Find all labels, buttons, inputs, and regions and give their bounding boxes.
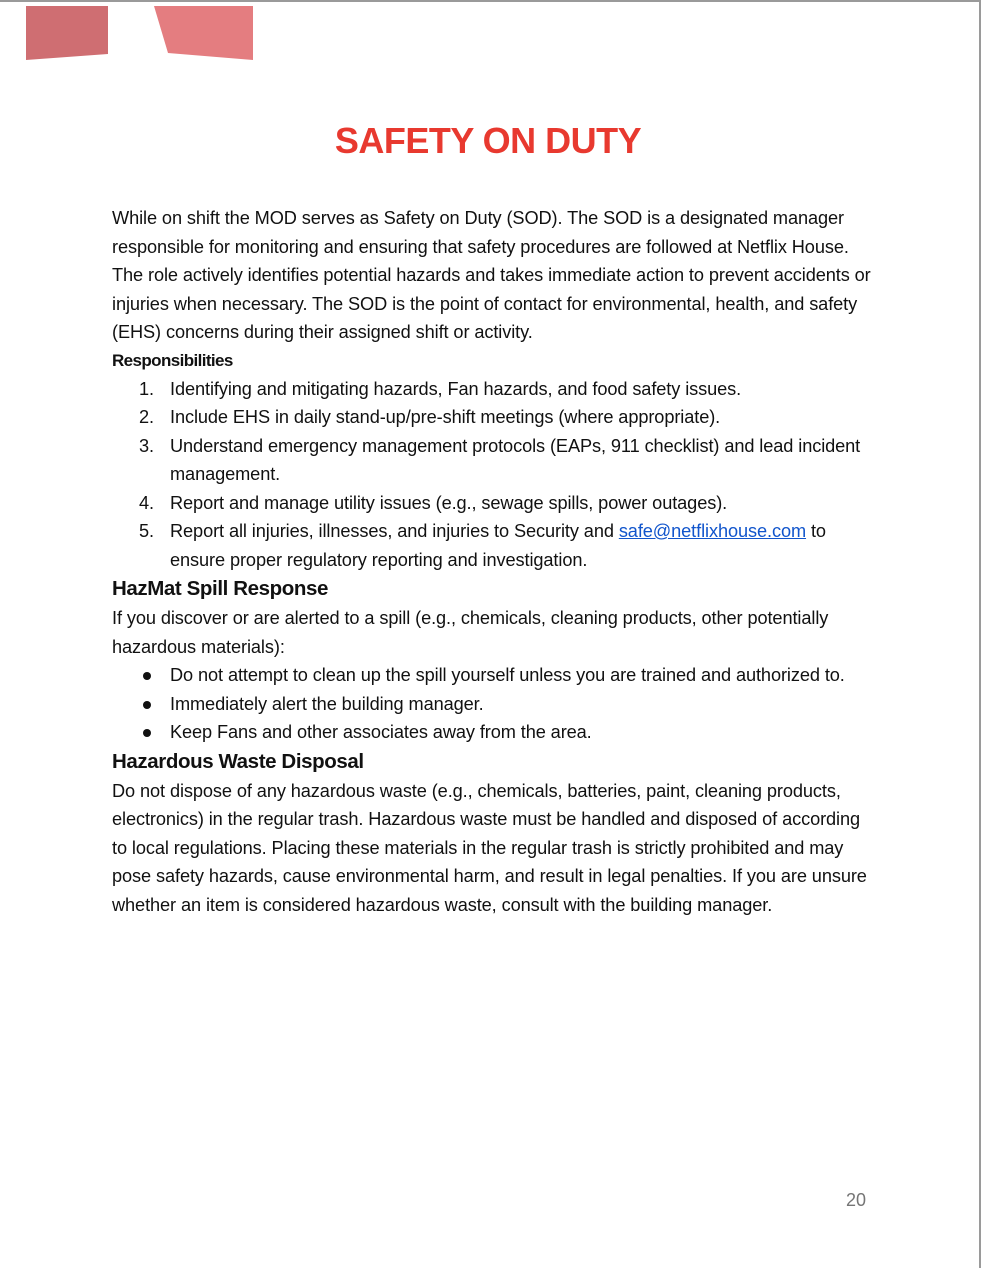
list-item-text: Report and manage utility issues (e.g., sewage spills, power outages). (170, 492, 728, 513)
deco-band-right (154, 6, 253, 60)
header-decoration (0, 2, 260, 64)
list-item-text: Immediately alert the building manager. (170, 693, 484, 714)
list-number: 5. (139, 521, 154, 541)
email-link[interactable]: safe@netflixhouse.com (618, 521, 807, 541)
hazmat-intro: If you discover or are alerted to a spill (e.g., chemicals, cleaning products, other potentially hazardous materials): (112, 608, 829, 657)
list-item (112, 690, 872, 719)
list-item-text: Do not attempt to clean up the spill yourself unless you are trained and authorized to. (170, 665, 845, 685)
list-item-text-end: to ensure proper regulatory reporting and investigation. (170, 521, 826, 570)
list-item (112, 718, 872, 747)
list-item (112, 432, 872, 489)
waste-paragraph: Do not dispose of any hazardous waste (e.g., chemicals, batteries, paint, cleaning products, electronics) in the regular trash. Hazardous waste must be handled and disposed of according to local regulations. Placing these materials in the regular trash is strictly prohibited and may pose safety hazards, cause environmental harm, and result in legal penalties. If you are unsure whether an item is considered hazardous waste, consult with the building manager. (112, 780, 867, 915)
intro-paragraph: While on shift the MOD serves as Safety on Duty (SOD). The SOD is a designated manager responsible for monitoring and ensuring that safety procedures are followed at Netflix House. The role actively identifies potential hazards and takes immediate action to prevent accidents or injuries when necessary. The SOD is the point of contact for environmental, health, and safety (EHS) concerns during their assigned shift or activity. (112, 208, 871, 342)
list-item (112, 517, 872, 574)
bullet-icon (143, 701, 151, 709)
list-item (112, 489, 872, 518)
list-item-text: Keep Fans and other associates away from the area. (170, 722, 592, 742)
list-item-text: Identifying and mitigating hazards, Fan hazards, and food safety issues. (170, 378, 742, 399)
list-number: 2. (139, 407, 154, 427)
list-item-text: Understand emergency management protocols (EAPs, 911 checklist) and lead incident management. (170, 435, 861, 484)
hazmat-heading: HazMat Spill Response (112, 577, 329, 600)
list-number: 4. (139, 492, 154, 513)
list-number: 1. (139, 378, 154, 399)
deco-band-left (26, 6, 108, 60)
list-number: 3. (139, 435, 154, 456)
list-item (112, 375, 872, 404)
list-item (112, 661, 872, 690)
page-number: 20 (845, 1190, 866, 1210)
hazmat-bullet-list (112, 661, 872, 747)
page-title: SAFETY ON DUTY (334, 120, 642, 161)
document-body (112, 204, 872, 919)
responsibilities-heading: Responsibilities (112, 350, 233, 370)
list-item-text-start: Report all injuries, illnesses, and injuries to Security and (170, 521, 619, 541)
list-item (112, 403, 872, 432)
waste-heading: Hazardous Waste Disposal (112, 749, 364, 773)
responsibilities-list (112, 375, 872, 575)
bullet-icon (143, 672, 151, 680)
bullet-icon (143, 729, 151, 737)
list-item-text: Include EHS in daily stand-up/pre-shift meetings (where appropriate). (170, 407, 721, 427)
